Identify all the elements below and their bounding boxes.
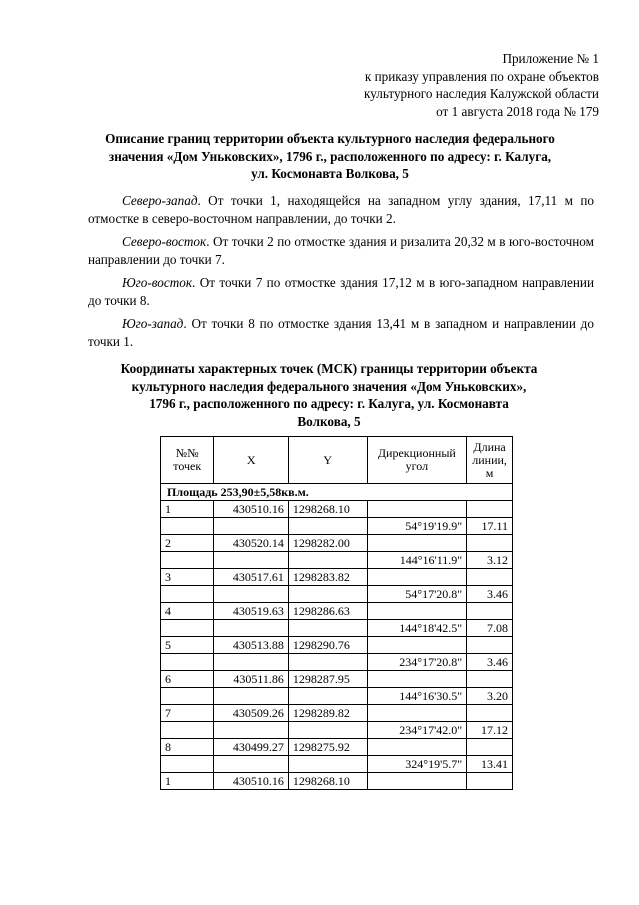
y-cell	[288, 722, 367, 739]
point-cell: 1	[161, 773, 214, 790]
title-line: ул. Космонавта Волкова, 5	[251, 166, 409, 181]
angle-cell	[367, 739, 467, 756]
y-cell	[288, 620, 367, 637]
angle-cell: 234°17'20.8"	[367, 654, 467, 671]
angle-cell: 144°18'42.5"	[367, 620, 467, 637]
length-cell: 3.12	[467, 552, 513, 569]
header-y: Y	[288, 437, 367, 484]
x-cell	[214, 654, 288, 671]
area-row	[161, 484, 513, 501]
angle-cell	[367, 569, 467, 586]
header-length	[467, 437, 513, 484]
length-cell: 17.11	[467, 518, 513, 535]
angle-cell	[367, 501, 467, 518]
y-cell	[288, 518, 367, 535]
table-row	[161, 501, 513, 518]
appendix-line: Приложение № 1	[502, 51, 599, 66]
y-cell: 1298286.63	[288, 603, 367, 620]
boundary-description	[88, 192, 594, 356]
angle-cell: 234°17'42.0"	[367, 722, 467, 739]
angle-cell	[367, 705, 467, 722]
length-cell	[467, 637, 513, 654]
coordinates-title-line: Волкова, 5	[297, 413, 361, 429]
point-cell: 4	[161, 603, 214, 620]
table-row	[161, 671, 513, 688]
table-row	[161, 586, 513, 603]
angle-cell	[367, 603, 467, 620]
length-cell	[467, 739, 513, 756]
title-line: значения «Дом Уньковских», 1796 г., расположенного по адресу: г. Калуга,	[108, 148, 552, 164]
table-row	[161, 552, 513, 569]
point-cell	[161, 756, 214, 773]
x-cell	[214, 586, 288, 603]
table-row	[161, 603, 513, 620]
description-paragraph	[88, 315, 594, 351]
table-row	[161, 773, 513, 790]
coordinates-title	[100, 360, 558, 430]
table-row	[161, 569, 513, 586]
angle-cell	[367, 535, 467, 552]
point-cell	[161, 620, 214, 637]
description-paragraph	[88, 233, 594, 269]
point-cell	[161, 654, 214, 671]
point-cell: 2	[161, 535, 214, 552]
x-cell: 430510.16	[214, 501, 288, 518]
length-cell	[467, 705, 513, 722]
header-length-line: линии,	[472, 452, 507, 467]
area-cell: Площадь 253,90±5,58кв.м.	[161, 484, 513, 501]
header-length-line: м	[485, 465, 494, 480]
point-cell: 3	[161, 569, 214, 586]
description-paragraph	[88, 274, 594, 310]
coordinates-title-line: 1796 г., расположенного по адресу: г. Калуга, ул. Космонавта	[149, 396, 509, 411]
coordinates-title-line: культурного наследия федерального значения «Дом Уньковских»,	[131, 378, 527, 394]
x-cell: 430510.16	[214, 773, 288, 790]
length-cell	[467, 671, 513, 688]
point-cell	[161, 722, 214, 739]
point-cell: 6	[161, 671, 214, 688]
x-cell	[214, 552, 288, 569]
coordinates-table	[160, 436, 513, 790]
point-cell	[161, 688, 214, 705]
table-row	[161, 756, 513, 773]
table-row	[161, 637, 513, 654]
x-cell: 430519.63	[214, 603, 288, 620]
y-cell: 1298290.76	[288, 637, 367, 654]
y-cell	[288, 552, 367, 569]
table-header-row	[161, 437, 513, 484]
appendix-reference	[279, 50, 599, 120]
description-text: . От точки 7 по отмостке здания 17,12 м в юго-западном направлении до точки 8.	[88, 275, 594, 308]
angle-cell: 324°19'5.7"	[367, 756, 467, 773]
angle-cell	[367, 671, 467, 688]
x-cell: 430520.14	[214, 535, 288, 552]
y-cell	[288, 688, 367, 705]
x-cell	[214, 518, 288, 535]
point-cell: 8	[161, 739, 214, 756]
table-row	[161, 654, 513, 671]
point-cell: 5	[161, 637, 214, 654]
angle-cell: 54°17'20.8"	[367, 586, 467, 603]
length-cell	[467, 501, 513, 518]
table-row	[161, 535, 513, 552]
x-cell: 430509.26	[214, 705, 288, 722]
header-points	[161, 437, 214, 484]
x-cell	[214, 620, 288, 637]
table-row	[161, 722, 513, 739]
header-points-line: точек	[173, 459, 202, 473]
point-cell	[161, 586, 214, 603]
y-cell	[288, 586, 367, 603]
length-cell	[467, 773, 513, 790]
length-cell	[467, 535, 513, 552]
angle-cell	[367, 773, 467, 790]
length-cell: 3.46	[467, 654, 513, 671]
angle-cell: 144°16'30.5"	[367, 688, 467, 705]
header-x: X	[214, 437, 288, 484]
description-paragraph	[88, 192, 594, 228]
y-cell: 1298268.10	[288, 773, 367, 790]
point-cell: 1	[161, 501, 214, 518]
header-length-line: Длина	[473, 439, 506, 454]
x-cell	[214, 756, 288, 773]
header-angle-line: угол	[405, 459, 429, 473]
direction-label: Юго-восток	[122, 275, 193, 290]
y-cell	[288, 756, 367, 773]
length-cell: 13.41	[467, 756, 513, 773]
x-cell: 430513.88	[214, 637, 288, 654]
angle-cell	[367, 637, 467, 654]
table-row	[161, 739, 513, 756]
table-row	[161, 518, 513, 535]
direction-label: Юго-запад	[122, 316, 184, 331]
length-cell: 3.46	[467, 586, 513, 603]
x-cell	[214, 722, 288, 739]
y-cell	[288, 654, 367, 671]
header-angle	[367, 437, 467, 484]
direction-label: Северо-запад	[122, 193, 198, 208]
y-cell: 1298289.82	[288, 705, 367, 722]
point-cell	[161, 518, 214, 535]
length-cell	[467, 603, 513, 620]
point-cell: 7	[161, 705, 214, 722]
y-cell: 1298283.82	[288, 569, 367, 586]
coordinates-table-body	[161, 437, 513, 790]
y-cell: 1298287.95	[288, 671, 367, 688]
length-cell	[467, 569, 513, 586]
table-row	[161, 620, 513, 637]
angle-cell: 54°19'19.9"	[367, 518, 467, 535]
description-text: . От точки 2 по отмостке здания и ризалита 20,32 м в юго-восточном направлении до точки 7.	[88, 234, 594, 267]
x-cell	[214, 688, 288, 705]
angle-cell: 144°16'11.9"	[367, 552, 467, 569]
length-cell: 3.20	[467, 688, 513, 705]
document-title	[80, 130, 580, 183]
title-line: Описание границ территории объекта культурного наследия федерального	[105, 131, 555, 146]
appendix-line: к приказу управления по охране объектов	[364, 68, 599, 84]
length-cell: 17.12	[467, 722, 513, 739]
x-cell: 430517.61	[214, 569, 288, 586]
table-row	[161, 688, 513, 705]
x-cell: 430511.86	[214, 671, 288, 688]
point-cell	[161, 552, 214, 569]
header-angle-line: Дирекционный	[377, 446, 456, 460]
y-cell: 1298268.10	[288, 501, 367, 518]
appendix-line: культурного наследия Калужской области	[364, 86, 599, 101]
length-cell: 7.08	[467, 620, 513, 637]
table-row	[161, 705, 513, 722]
description-text: . От точки 8 по отмостке здания 13,41 м в западном и направлении до точки 1.	[88, 316, 594, 349]
y-cell: 1298275.92	[288, 739, 367, 756]
direction-label: Северо-восток	[122, 234, 207, 249]
y-cell: 1298282.00	[288, 535, 367, 552]
description-text: . От точки 1, находящейся на западном углу здания, 17,11 м по отмостке в северо-восточном направлении, до точки 2.	[88, 193, 594, 226]
coordinates-title-line: Координаты характерных точек (МСК) границы территории объекта	[120, 361, 538, 376]
header-points-line: №№	[175, 446, 199, 460]
appendix-line: от 1 августа 2018 года № 179	[436, 103, 599, 119]
x-cell: 430499.27	[214, 739, 288, 756]
